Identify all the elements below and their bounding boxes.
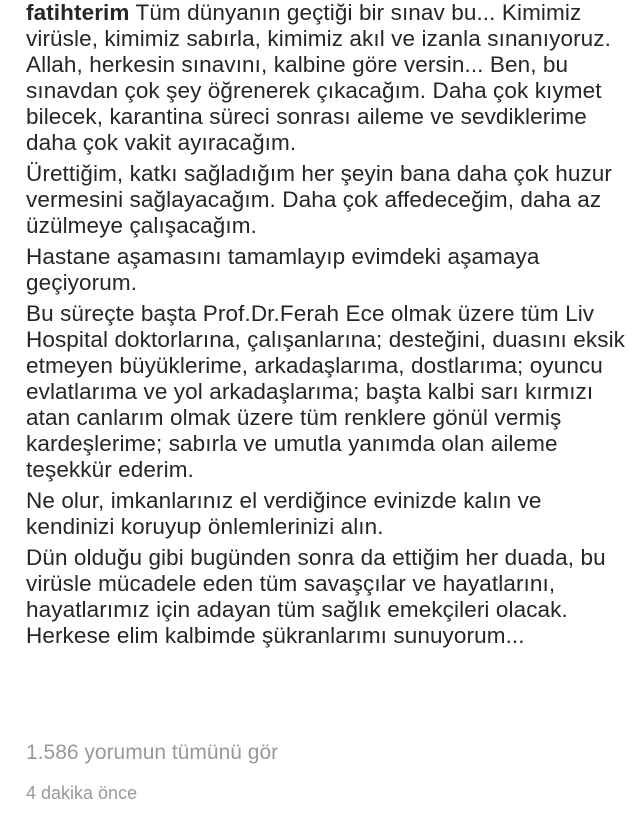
caption-text-1: Tüm dünyanın geçtiği bir sınav bu... Kimimiz virüsle, kimimiz sabırla, kimimiz akıl ve izanla sınanıyoruz. Allah, herkesin sınavını, kalbine göre versin... Ben, bu sınavdan çok şey öğrenerek çıkacağım. Daha çok kıymet bilecek, karantina süreci sonrası aileme ve sevdiklerime daha çok vakit ayıracağım. [26, 0, 612, 155]
post-caption-container [26, 0, 626, 654]
caption-paragraph-4: Bu süreçte başta Prof.Dr.Ferah Ece olmak üzere tüm Liv Hospital doktorlarına, çalışanlarına; desteğini, duasını eksik etmeyen büyüklerime, arkadaşlarıma, dostlarıma; oyuncu evlatlarıma ve yol arkadaşlarıma; başta kalbi sarı kırmızı atan canlarım olmak üzere tüm renklere gönül vermiş kardeşlerime; sabırla ve umutla yanımda olan aileme teşekkür ederim. [26, 301, 626, 482]
caption-paragraph-2: Ürettiğim, katkı sağladığım her şeyin bana daha çok huzur vermesini sağlayacağım. Daha çok affedeceğim, daha az üzülmeye çalışacağım. [26, 161, 612, 238]
username-link[interactable]: fatihterim [26, 0, 130, 25]
post-timestamp: 4 dakika önce [26, 783, 138, 803]
caption-paragraph-6: Dün olduğu gibi bugünden sonra da ettiğim her duada, bu virüsle mücadele eden tüm savaşçılar ve hayatlarını, hayatlarımız için adayan tüm sağlık emekçileri olacak. Herkese elim kalbimde şükranlarımı sunuyorum... [26, 545, 606, 648]
caption-paragraph-1 [26, 0, 626, 156]
view-all-comments-link[interactable]: 1.586 yorumun tümünü gör [26, 741, 279, 764]
caption-paragraph-5: Ne olur, imkanlarınız el verdiğince evinizde kalın ve kendinizi koruyup önlemlerinizi alın. [26, 488, 542, 539]
caption-paragraph-3: Hastane aşamasını tamamlayıp evimdeki aşamaya geçiyorum. [26, 244, 540, 295]
caption [26, 0, 626, 649]
